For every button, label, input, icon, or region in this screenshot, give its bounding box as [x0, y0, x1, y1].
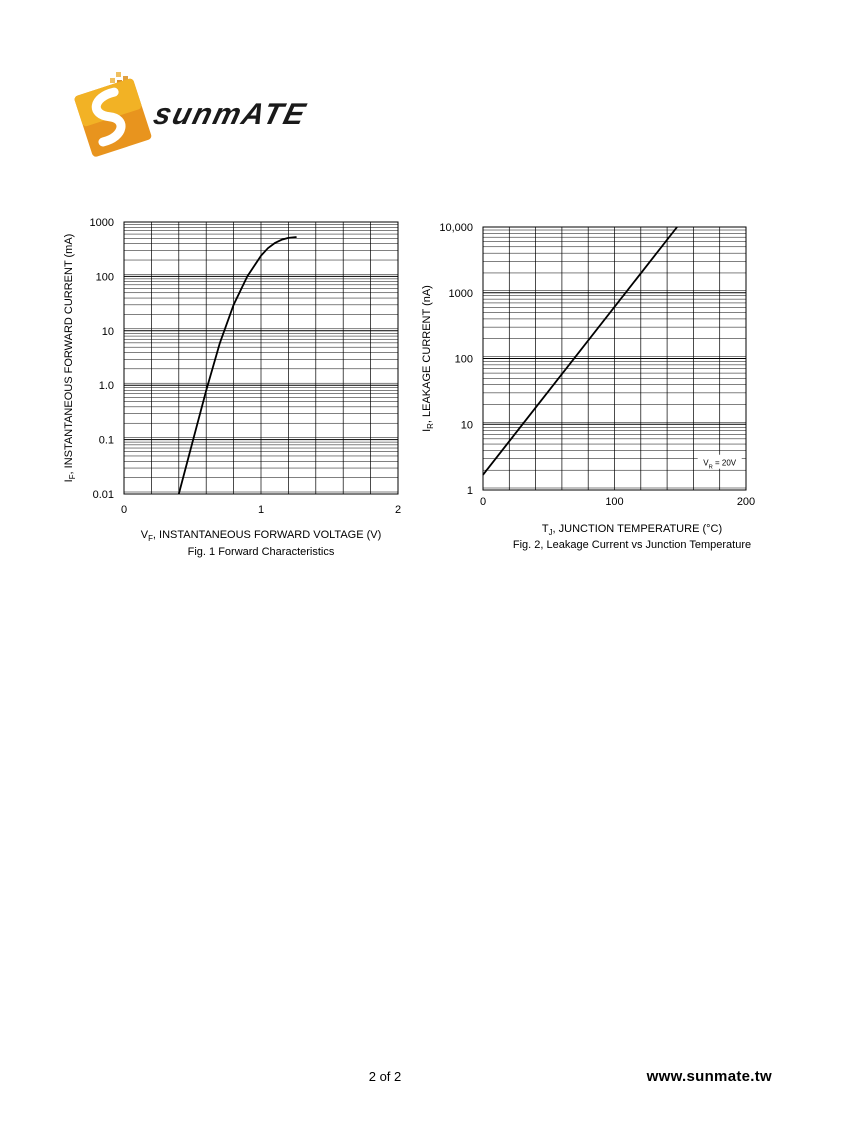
- fig1-title: Fig. 1 Forward Characteristics: [187, 546, 335, 558]
- logo-wordmark: sunmATE: [150, 97, 311, 131]
- fig2-x-tick-label: 0: [479, 496, 487, 508]
- fig1-y-tick-label: 100: [95, 271, 114, 284]
- fig2-y-tick-label: 1: [466, 485, 473, 497]
- fig1-y-tick-label: 10: [101, 325, 114, 338]
- website-url: www.sunmate.tw: [646, 1068, 772, 1085]
- fig2-y-axis-label: $I_R$, LEAKAGE CURRENT (nA): [421, 285, 435, 432]
- fig2-y-tick-label: 10: [460, 419, 473, 432]
- fig2-chart: [421, 222, 755, 551]
- fig1-chart: [63, 217, 401, 558]
- fig1-y-axis-label: $I_F$, INSTANTANEOUS FORWARD CURRENT (mA): [63, 233, 77, 483]
- fig1-x-tick-label: 0: [120, 504, 128, 516]
- fig2-annotation-label: $V_R = 20V$: [703, 458, 737, 471]
- fig2-y-tick-label: 10,000: [439, 222, 473, 234]
- fig1-y-tick-label: 1.0: [98, 380, 114, 393]
- fig1-x-axis-label: $V_F$, INSTANTANEOUS FORWARD VOLTAGE (V): [140, 529, 382, 543]
- fig1-x-tick-label: 2: [394, 504, 402, 516]
- fig1-y-tick-label: 1000: [89, 217, 114, 229]
- fig2-y-tick-label: 100: [454, 353, 473, 366]
- fig1-y-tick-label: 0.1: [98, 434, 114, 447]
- fig2-x-axis-label: $T_J$, JUNCTION TEMPERATURE (°C): [541, 523, 723, 537]
- fig1-y-tick-label: 0.01: [92, 489, 114, 501]
- fig2-x-tick-label: 200: [736, 496, 756, 508]
- page-number: 2 of 2: [368, 1069, 402, 1084]
- fig1-x-tick-label: 1: [257, 504, 265, 516]
- fig2-y-tick-label: 1000: [448, 287, 473, 300]
- fig2-title: Fig. 2, Leakage Current vs Junction Temperature: [512, 539, 752, 551]
- fig2-x-tick-label: 100: [605, 496, 624, 508]
